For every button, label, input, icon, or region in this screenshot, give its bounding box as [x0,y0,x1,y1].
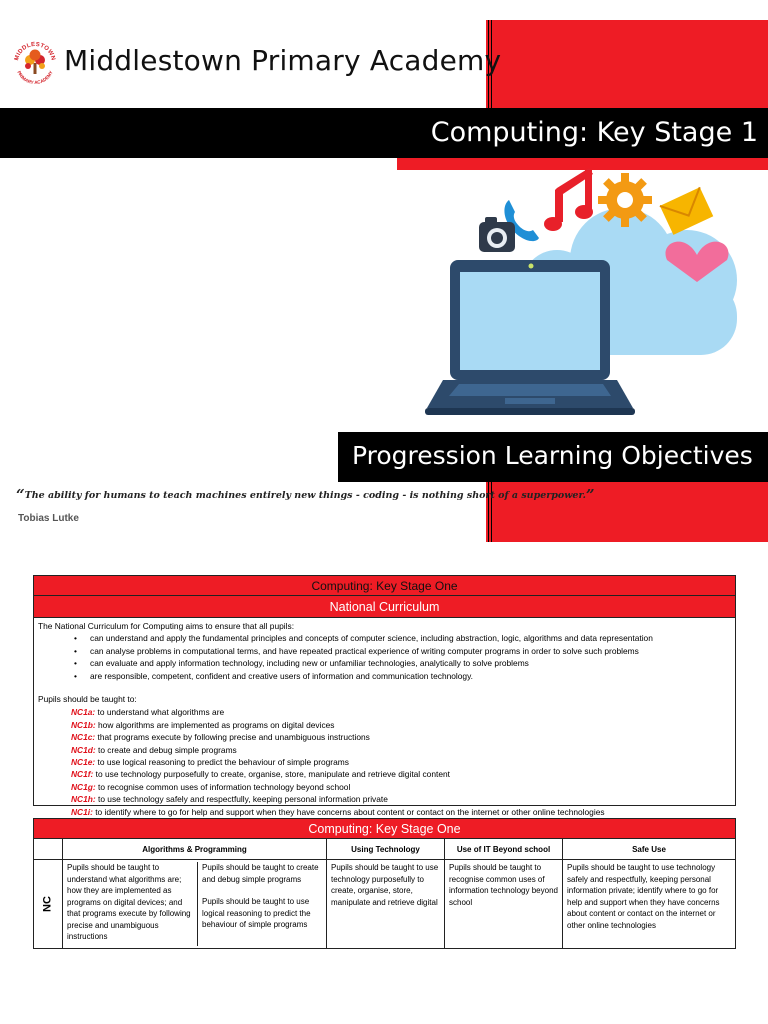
nc-aims-list [38,632,731,682]
cell-algorithms [62,860,326,948]
envelope-icon [660,187,713,235]
laptop-cloud-illustration [397,160,768,432]
gear-icon [598,173,652,227]
corner-cell [34,839,62,860]
national-curriculum-table [33,575,736,817]
svg-text:MIDDLESTOWN: MIDDLESTOWN [14,41,56,62]
cell-safe-use: Pupils should be taught to use technology safely and respectfully, keeping personal information private; identify where to go for help and support when they have concerns about content or contact on the internet or other online technologies [562,860,735,948]
nc-table-title: Computing: Key Stage One [34,576,735,596]
nc-objective: NC1b: how algorithms are implemented as programs on digital devices [71,719,335,730]
nc-objective: NC1d: to create and debug simple programs [71,744,237,755]
nc-body [34,618,735,817]
cell-use-beyond-school: Pupils should be taught to recognise common uses of information technology beyond school [444,860,562,948]
row-label-nc: NC [41,896,54,912]
ks-grid [34,839,735,948]
cell-algorithms-understand: Pupils should be taught to understand what algorithms are; how they are implemented as programs on digital devices; and that programs execute by following precise and unambiguous instructions [67,863,191,941]
quote: “The ability for humans to teach machines entirely new things - coding - is nothing short of a superpower.” [16,486,595,504]
quote-author: Tobias Lutke [18,513,79,524]
school-logo [10,38,60,88]
col-header-using-technology: Using Technology [326,839,444,860]
quote-text: The ability for humans to teach machines entirely new things - coding - is nothing short of a superpower. [24,490,586,501]
list-item: • can analyse problems in computational terms, and have repeated practical experience of writing computer programs in order to solve such problems [38,645,731,657]
nc-objective: NC1a: to understand what algorithms are [71,707,225,718]
list-item: • can evaluate and apply information technology, including new or unfamiliar technologies, analytically to solve problems [38,657,731,669]
key-stage-table [33,818,736,949]
nc-intro: The National Curriculum for Computing aims to ensure that all pupils: [38,621,295,631]
camera-icon [479,217,515,252]
col-header-algorithms: Algorithms & Programming [62,839,326,860]
col-header-use-beyond-school: Use of IT Beyond school [444,839,562,860]
cell-using-technology: Pupils should be taught to use technology purposefully to create, organise, store, manipulate and retrieve digital [326,860,444,948]
nc-objective: NC1c: that programs execute by following precise and unambiguous instructions [71,732,370,743]
title-band [0,108,768,158]
nc-objective: NC1g: to recognise common uses of information technology beyond school [71,781,351,792]
red-header-block [486,20,768,108]
cell-algorithms-create: Pupils should be taught to create and debug simple programs Pupils should be taught to use logical reasoning to predict the behaviour of simple programs [197,862,326,946]
list-item: • can understand and apply the fundamental principles and concepts of computer science, including abstraction, logic, algorithms and data representation [38,632,731,644]
school-name: Middlestown Primary Academy [64,44,502,77]
nc-objective: NC1h: to use technology safely and respectfully, keeping personal information private [71,794,388,805]
subject-title: Computing: Key Stage 1 [430,117,758,148]
nc-objective: NC1e: to use logical reasoning to predict the behaviour of simple programs [71,757,349,768]
nc-table-subtitle: National Curriculum [34,596,735,618]
nc-objective: NC1i: to identify where to go for help and support when they have concerns about content or contact on the internet or other online technologies [71,806,605,817]
music-note-icon [544,168,593,231]
objectives-band [338,432,768,482]
col-header-safe-use: Safe Use [562,839,735,860]
nc-objective: NC1f: to use technology purposefully to create, organise, store, manipulate and retrieve digital content [71,769,450,780]
ks-table-title: Computing: Key Stage One [34,819,735,839]
objectives-title: Progression Learning Objectives [352,441,753,470]
nc-taught-intro: Pupils should be taught to: [38,694,137,705]
svg-text:PRIMARY ACADEMY: PRIMARY ACADEMY [16,70,54,86]
laptop-icon [425,260,635,415]
list-item: • are responsible, competent, confident and creative users of information and communication technology. [38,670,731,682]
